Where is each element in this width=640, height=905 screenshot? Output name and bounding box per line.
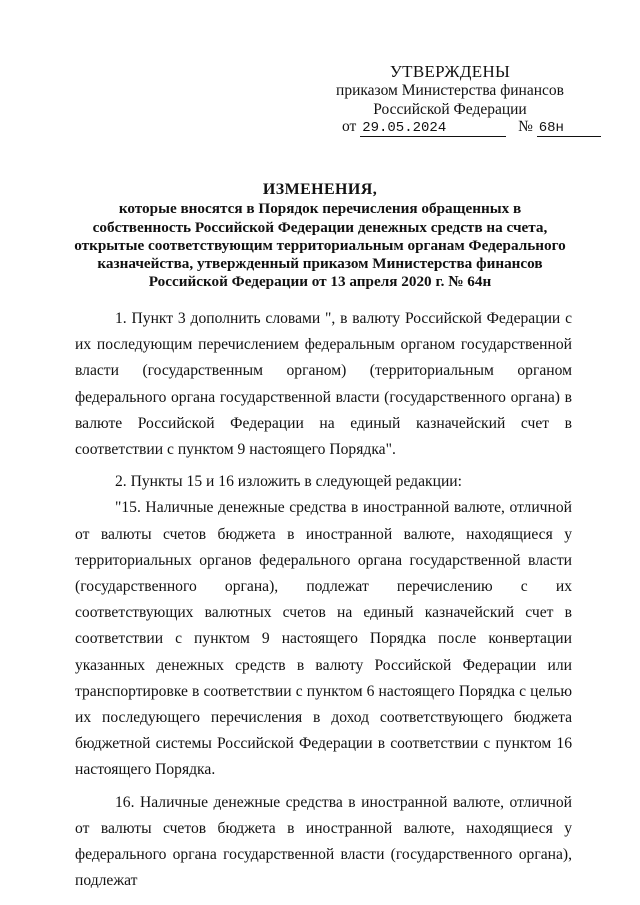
paragraph-3: "15. Наличные денежные средства в иностранной валюте, отличной от валюты счетов бюджета в иностранной валюте, находящиеся у территориальных органов федерального органа государственной власти (государственного органа), подлежат перечислению с их соответствующих валютных счетов на единый казначейский счет в соответствии с пунктом 9 настоящего Порядка после конвертации указанных денежных средств в валюту Российской Федерации или транспортировке в соответствии с пунктом 6 настоящего Порядка с целью их последующего перечисления в доход соответствующего бюджета бюджетной системы Российской Федерации в соответствии с пунктом 16 настоящего Порядка. bbox=[75, 499, 572, 779]
order-date-prefix: от bbox=[342, 118, 357, 135]
heading-subtitle: которые вносятся в Порядок перечисления обращенных в собственность Российской Федерации денежных средств на счета, открытые соответствующим территориальным органам Федерального казначейства, утвержденный приказом Министерства финансов Российской Федерации от 13 апреля 2020 г. № 64н bbox=[74, 200, 566, 291]
order-number-prefix: № bbox=[518, 118, 533, 135]
paragraph-2: 2. Пункты 15 и 16 изложить в следующей редакции: bbox=[115, 473, 462, 491]
approval-block bbox=[330, 62, 570, 119]
order-reference bbox=[342, 118, 601, 137]
paragraph-1: 1. Пункт 3 дополнить словами ", в валюту Российской Федерации с их последующим перечислением федеральным органом государственной власти (государственным органом) (территориальным органом федерального органа государственной власти (государственного органа) в валюте Российской Федерации на единый казначейский счет в соответствии с пунктом 9 настоящего Порядка". bbox=[75, 310, 572, 459]
order-date: 29.05.2024 bbox=[360, 120, 506, 137]
approval-issuer-line: приказом Министерства финансов bbox=[336, 82, 564, 99]
heading-title: ИЗМЕНЕНИЯ, bbox=[262, 181, 378, 198]
document-heading bbox=[70, 181, 570, 292]
approval-title: УТВЕРЖДЕНЫ bbox=[389, 62, 511, 81]
approval-country-line: Российской Федерации bbox=[373, 101, 527, 118]
order-number: 68н bbox=[537, 120, 601, 137]
paragraph-4: 16. Наличные денежные средства в иностранной валюте, отличной от валюты счетов бюджета в иностранной валюте, находящиеся у федерального органа государственной власти (государственного органа), подлежат bbox=[75, 793, 572, 890]
document-body bbox=[75, 306, 572, 894]
